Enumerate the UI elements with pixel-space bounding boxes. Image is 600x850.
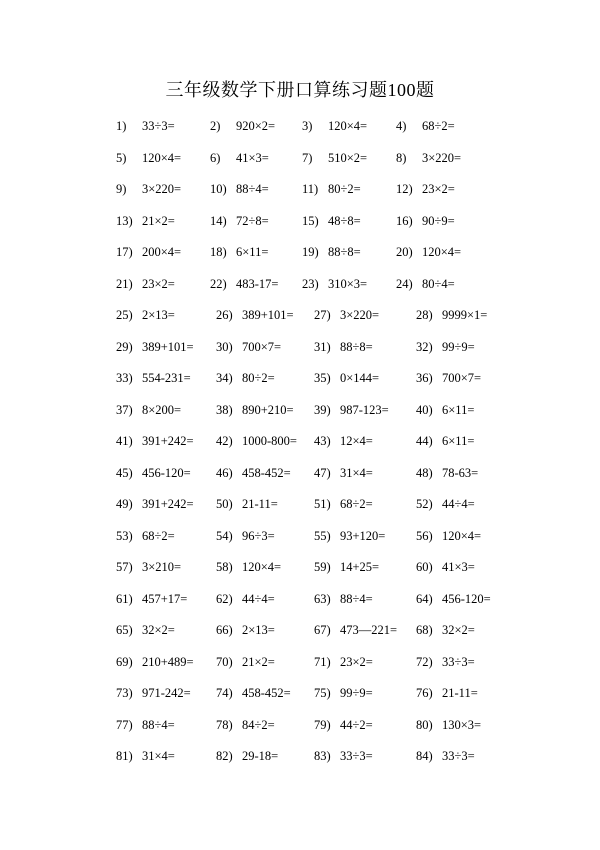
exercise-number: 71) <box>314 654 331 669</box>
exercise-number: 69) <box>116 654 133 669</box>
exercise-number: 45) <box>116 465 133 480</box>
exercise-expression: 890+210= <box>242 402 294 417</box>
exercise-item <box>416 622 475 638</box>
exercise-expression: 510×2= <box>328 150 368 165</box>
exercise-number: 48) <box>416 465 433 480</box>
exercise-number: 51) <box>314 497 331 511</box>
exercise-item <box>116 213 175 229</box>
exercise-expression: 48÷8= <box>328 213 361 228</box>
exercise-number: 83) <box>314 749 331 763</box>
exercise-number: 37) <box>116 402 133 417</box>
exercise-expression: 80÷2= <box>242 371 275 385</box>
exercise-row <box>0 717 600 749</box>
exercise-item <box>416 717 481 733</box>
exercise-number: 5) <box>116 150 127 165</box>
exercise-row <box>0 213 600 245</box>
exercise-row <box>0 654 600 686</box>
exercise-number: 72) <box>416 654 433 669</box>
exercise-number: 64) <box>416 591 433 606</box>
exercise-expression: 3×220= <box>340 308 380 322</box>
exercise-item <box>116 465 191 481</box>
exercise-row <box>0 465 600 497</box>
exercise-item <box>116 748 175 764</box>
exercise-item <box>314 402 389 418</box>
exercise-expression: 44÷4= <box>442 497 475 511</box>
exercise-item <box>216 339 281 355</box>
exercise-number: 16) <box>396 213 413 228</box>
exercise-number: 36) <box>416 371 433 385</box>
exercise-item <box>216 654 275 670</box>
exercise-number: 17) <box>116 245 133 259</box>
exercise-item <box>314 685 373 701</box>
exercise-item <box>216 402 294 418</box>
exercise-number: 9) <box>116 182 127 196</box>
exercise-expression: 200×4= <box>142 245 182 259</box>
exercise-item <box>314 748 373 764</box>
exercise-item <box>210 276 278 292</box>
exercise-expression: 21×2= <box>242 654 275 669</box>
exercise-item <box>116 622 175 638</box>
exercise-expression: 3×220= <box>142 182 182 196</box>
exercise-expression: 700×7= <box>442 371 482 385</box>
exercise-number: 43) <box>314 434 331 448</box>
exercise-expression: 68÷2= <box>340 497 373 511</box>
exercise-expression: 88÷8= <box>340 339 373 354</box>
exercise-number: 18) <box>210 245 227 259</box>
exercise-expression: 700×7= <box>242 339 282 354</box>
exercise-expression: 23×2= <box>142 276 175 291</box>
exercise-expression: 120×4= <box>328 119 368 133</box>
exercise-number: 24) <box>396 276 413 291</box>
exercise-item <box>302 213 361 229</box>
exercise-number: 22) <box>210 276 227 291</box>
exercise-item <box>216 591 275 607</box>
exercise-expression: 99÷9= <box>340 686 373 700</box>
exercise-number: 63) <box>314 591 331 606</box>
exercise-row <box>0 433 600 465</box>
exercise-item <box>210 118 275 134</box>
exercise-row <box>0 244 600 276</box>
exercise-item <box>302 118 367 134</box>
exercise-number: 76) <box>416 686 433 700</box>
exercise-item <box>116 496 194 512</box>
exercise-expression: 41×3= <box>442 560 475 574</box>
exercise-item <box>210 244 268 260</box>
exercise-expression: 88÷4= <box>142 717 175 732</box>
exercise-expression: 483-17= <box>236 276 279 291</box>
exercise-item <box>396 276 455 292</box>
exercise-expression: 391+242= <box>142 434 194 448</box>
exercise-expression: 96÷3= <box>242 528 275 543</box>
exercise-number: 40) <box>416 402 433 417</box>
exercise-number: 75) <box>314 686 331 700</box>
exercise-expression: 44÷4= <box>242 591 275 606</box>
exercise-item <box>216 433 297 449</box>
exercise-row <box>0 307 600 339</box>
exercise-expression: 80÷4= <box>422 276 455 291</box>
exercise-number: 68) <box>416 623 433 637</box>
exercise-number: 56) <box>416 528 433 543</box>
exercise-item <box>416 307 487 323</box>
exercise-item <box>416 370 481 386</box>
exercise-number: 77) <box>116 717 133 732</box>
exercise-item <box>416 685 478 701</box>
exercise-number: 79) <box>314 717 331 732</box>
exercise-expression: 1000-800= <box>242 434 297 448</box>
exercise-number: 30) <box>216 339 233 354</box>
exercise-number: 55) <box>314 528 331 543</box>
exercise-expression: 68÷2= <box>422 119 455 133</box>
exercise-expression: 458-452= <box>242 686 291 700</box>
exercise-number: 53) <box>116 528 133 543</box>
exercise-item <box>302 150 367 166</box>
exercise-row <box>0 402 600 434</box>
exercise-expression: 920×2= <box>236 119 276 133</box>
exercise-item <box>396 181 455 197</box>
exercise-item <box>416 559 475 575</box>
exercise-expression: 99÷9= <box>442 339 475 354</box>
exercise-number: 15) <box>302 213 319 228</box>
exercise-number: 34) <box>216 371 233 385</box>
exercise-item <box>314 465 373 481</box>
exercise-expression: 2×13= <box>142 308 175 322</box>
exercise-item <box>416 496 475 512</box>
exercise-expression: 80÷2= <box>328 182 361 196</box>
exercise-item <box>314 622 397 638</box>
exercise-expression: 33÷3= <box>442 654 475 669</box>
exercise-number: 28) <box>416 308 433 322</box>
exercise-item <box>216 496 278 512</box>
exercise-expression: 31×4= <box>142 749 175 763</box>
exercise-item <box>216 748 278 764</box>
exercise-number: 14) <box>210 213 227 228</box>
exercise-number: 65) <box>116 623 133 637</box>
exercise-item <box>116 181 181 197</box>
exercise-expression: 23×2= <box>422 182 455 196</box>
exercise-row <box>0 622 600 654</box>
exercise-item <box>210 181 269 197</box>
exercise-expression: 456-120= <box>442 591 491 606</box>
exercise-item <box>216 717 275 733</box>
exercise-number: 62) <box>216 591 233 606</box>
exercise-item <box>116 339 194 355</box>
exercise-expression: 6×11= <box>236 245 269 259</box>
exercise-expression: 33÷3= <box>340 749 373 763</box>
exercise-item <box>216 370 275 386</box>
exercise-number: 32) <box>416 339 433 354</box>
exercise-number: 21) <box>116 276 133 291</box>
exercise-expression: 72÷8= <box>236 213 269 228</box>
exercise-expression: 0×144= <box>340 371 380 385</box>
exercise-item <box>116 433 194 449</box>
exercise-number: 42) <box>216 434 233 448</box>
exercise-expression: 88÷4= <box>236 182 269 196</box>
exercise-number: 6) <box>210 150 221 165</box>
exercise-expression: 457+17= <box>142 591 188 606</box>
exercise-expression: 554-231= <box>142 371 191 385</box>
exercise-item <box>116 528 175 544</box>
exercise-expression: 3×210= <box>142 560 182 574</box>
exercise-row <box>0 496 600 528</box>
exercise-number: 70) <box>216 654 233 669</box>
exercise-expression: 120×4= <box>142 150 182 165</box>
exercise-number: 27) <box>314 308 331 322</box>
exercise-expression: 93+120= <box>340 528 386 543</box>
exercise-expression: 473—221= <box>340 623 398 637</box>
exercise-expression: 120×4= <box>422 245 462 259</box>
exercise-row <box>0 591 600 623</box>
exercise-number: 3) <box>302 119 313 133</box>
exercise-row <box>0 339 600 371</box>
exercise-item <box>216 622 275 638</box>
exercise-expression: 391+242= <box>142 497 194 511</box>
exercise-number: 78) <box>216 717 233 732</box>
exercise-number: 23) <box>302 276 319 291</box>
exercise-number: 41) <box>116 434 133 448</box>
exercise-item <box>210 213 269 229</box>
exercise-number: 54) <box>216 528 233 543</box>
exercise-expression: 32×2= <box>142 623 175 637</box>
exercise-number: 80) <box>416 717 433 732</box>
exercise-number: 74) <box>216 686 233 700</box>
exercise-expression: 987-123= <box>340 402 389 417</box>
exercise-number: 10) <box>210 182 227 196</box>
exercise-expression: 389+101= <box>142 339 194 354</box>
exercise-item <box>216 307 294 323</box>
exercise-expression: 21-11= <box>442 686 478 700</box>
exercise-expression: 21-11= <box>242 497 278 511</box>
exercise-item <box>302 244 361 260</box>
exercise-expression: 29-18= <box>242 749 279 763</box>
exercise-item <box>116 402 181 418</box>
exercise-expression: 68÷2= <box>142 528 175 543</box>
exercise-number: 58) <box>216 560 233 574</box>
exercise-number: 19) <box>302 245 319 259</box>
exercise-number: 47) <box>314 465 331 480</box>
exercise-item <box>416 433 474 449</box>
exercise-item <box>314 339 373 355</box>
exercise-item <box>416 748 475 764</box>
exercise-expression: 389+101= <box>242 308 294 322</box>
exercise-number: 46) <box>216 465 233 480</box>
exercise-item <box>216 528 275 544</box>
exercise-expression: 88÷4= <box>340 591 373 606</box>
exercise-item <box>314 370 379 386</box>
exercise-number: 49) <box>116 497 133 511</box>
exercise-number: 7) <box>302 150 313 165</box>
exercise-item <box>396 150 461 166</box>
exercise-item <box>116 654 194 670</box>
exercise-number: 20) <box>396 245 413 259</box>
exercise-number: 29) <box>116 339 133 354</box>
exercise-item <box>116 307 175 323</box>
exercise-item <box>116 276 175 292</box>
exercise-expression: 31×4= <box>340 465 373 480</box>
exercise-item <box>116 559 181 575</box>
exercise-list <box>0 118 600 780</box>
exercise-item <box>314 528 385 544</box>
exercise-item <box>416 402 474 418</box>
exercise-number: 59) <box>314 560 331 574</box>
exercise-number: 84) <box>416 749 433 763</box>
exercise-row <box>0 685 600 717</box>
exercise-expression: 33÷3= <box>142 119 175 133</box>
exercise-expression: 14+25= <box>340 560 380 574</box>
exercise-number: 2) <box>210 119 221 133</box>
exercise-item <box>116 591 187 607</box>
exercise-expression: 32×2= <box>442 623 475 637</box>
exercise-row <box>0 370 600 402</box>
exercise-item <box>314 717 373 733</box>
exercise-item <box>302 276 367 292</box>
exercise-number: 81) <box>116 749 133 763</box>
exercise-number: 61) <box>116 591 133 606</box>
exercise-item <box>116 370 191 386</box>
exercise-number: 13) <box>116 213 133 228</box>
exercise-number: 12) <box>396 182 413 196</box>
exercise-row <box>0 528 600 560</box>
exercise-expression: 21×2= <box>142 213 175 228</box>
exercise-number: 50) <box>216 497 233 511</box>
exercise-item <box>396 244 461 260</box>
exercise-number: 26) <box>216 308 233 322</box>
exercise-number: 73) <box>116 686 133 700</box>
exercise-item <box>314 433 373 449</box>
exercise-expression: 6×11= <box>442 434 475 448</box>
exercise-expression: 456-120= <box>142 465 191 480</box>
exercise-expression: 33÷3= <box>442 749 475 763</box>
exercise-expression: 9999×1= <box>442 308 488 322</box>
exercise-number: 33) <box>116 371 133 385</box>
exercise-expression: 84÷2= <box>242 717 275 732</box>
exercise-number: 4) <box>396 119 407 133</box>
exercise-item <box>314 496 373 512</box>
exercise-number: 1) <box>116 119 127 133</box>
exercise-expression: 210+489= <box>142 654 194 669</box>
exercise-number: 44) <box>416 434 433 448</box>
exercise-expression: 12×4= <box>340 434 373 448</box>
exercise-item <box>216 465 291 481</box>
exercise-expression: 44÷2= <box>340 717 373 732</box>
exercise-expression: 3×220= <box>422 150 462 165</box>
exercise-expression: 458-452= <box>242 465 291 480</box>
exercise-number: 39) <box>314 402 331 417</box>
exercise-expression: 120×4= <box>442 528 482 543</box>
exercise-item <box>116 717 175 733</box>
exercise-number: 31) <box>314 339 331 354</box>
exercise-item <box>396 213 455 229</box>
exercise-number: 82) <box>216 749 233 763</box>
exercise-item <box>416 465 478 481</box>
exercise-expression: 90÷9= <box>422 213 455 228</box>
exercise-expression: 2×13= <box>242 623 275 637</box>
exercise-row <box>0 181 600 213</box>
page-title: 三年级数学下册口算练习题100题 <box>165 80 435 100</box>
exercise-item <box>416 591 491 607</box>
exercise-number: 67) <box>314 623 331 637</box>
exercise-item <box>314 591 373 607</box>
exercise-item <box>416 654 475 670</box>
exercise-expression: 971-242= <box>142 686 191 700</box>
exercise-item <box>302 181 361 197</box>
exercise-expression: 6×11= <box>442 402 475 417</box>
exercise-expression: 8×200= <box>142 402 182 417</box>
exercise-number: 60) <box>416 560 433 574</box>
exercise-number: 11) <box>302 182 319 196</box>
exercise-number: 52) <box>416 497 433 511</box>
exercise-row <box>0 118 600 150</box>
exercise-item <box>314 559 379 575</box>
exercise-item <box>216 685 291 701</box>
exercise-item <box>314 307 379 323</box>
exercise-item <box>116 150 181 166</box>
exercise-number: 66) <box>216 623 233 637</box>
exercise-item <box>116 118 175 134</box>
exercise-expression: 130×3= <box>442 717 482 732</box>
exercise-item <box>116 685 191 701</box>
exercise-expression: 78-63= <box>442 465 479 480</box>
exercise-expression: 88÷8= <box>328 245 361 259</box>
exercise-item <box>416 339 475 355</box>
exercise-number: 57) <box>116 560 133 574</box>
exercise-row <box>0 150 600 182</box>
exercise-row <box>0 748 600 780</box>
exercise-expression: 310×3= <box>328 276 368 291</box>
exercise-number: 25) <box>116 308 133 322</box>
exercise-item <box>396 118 455 134</box>
exercise-number: 35) <box>314 371 331 385</box>
exercise-item <box>216 559 281 575</box>
exercise-item <box>416 528 481 544</box>
exercise-expression: 41×3= <box>236 150 269 165</box>
exercise-item <box>314 654 373 670</box>
exercise-item <box>116 244 181 260</box>
exercise-expression: 23×2= <box>340 654 373 669</box>
exercise-item <box>210 150 269 166</box>
exercise-number: 8) <box>396 150 407 165</box>
exercise-row <box>0 276 600 308</box>
exercise-number: 38) <box>216 402 233 417</box>
exercise-expression: 120×4= <box>242 560 282 574</box>
exercise-row <box>0 559 600 591</box>
